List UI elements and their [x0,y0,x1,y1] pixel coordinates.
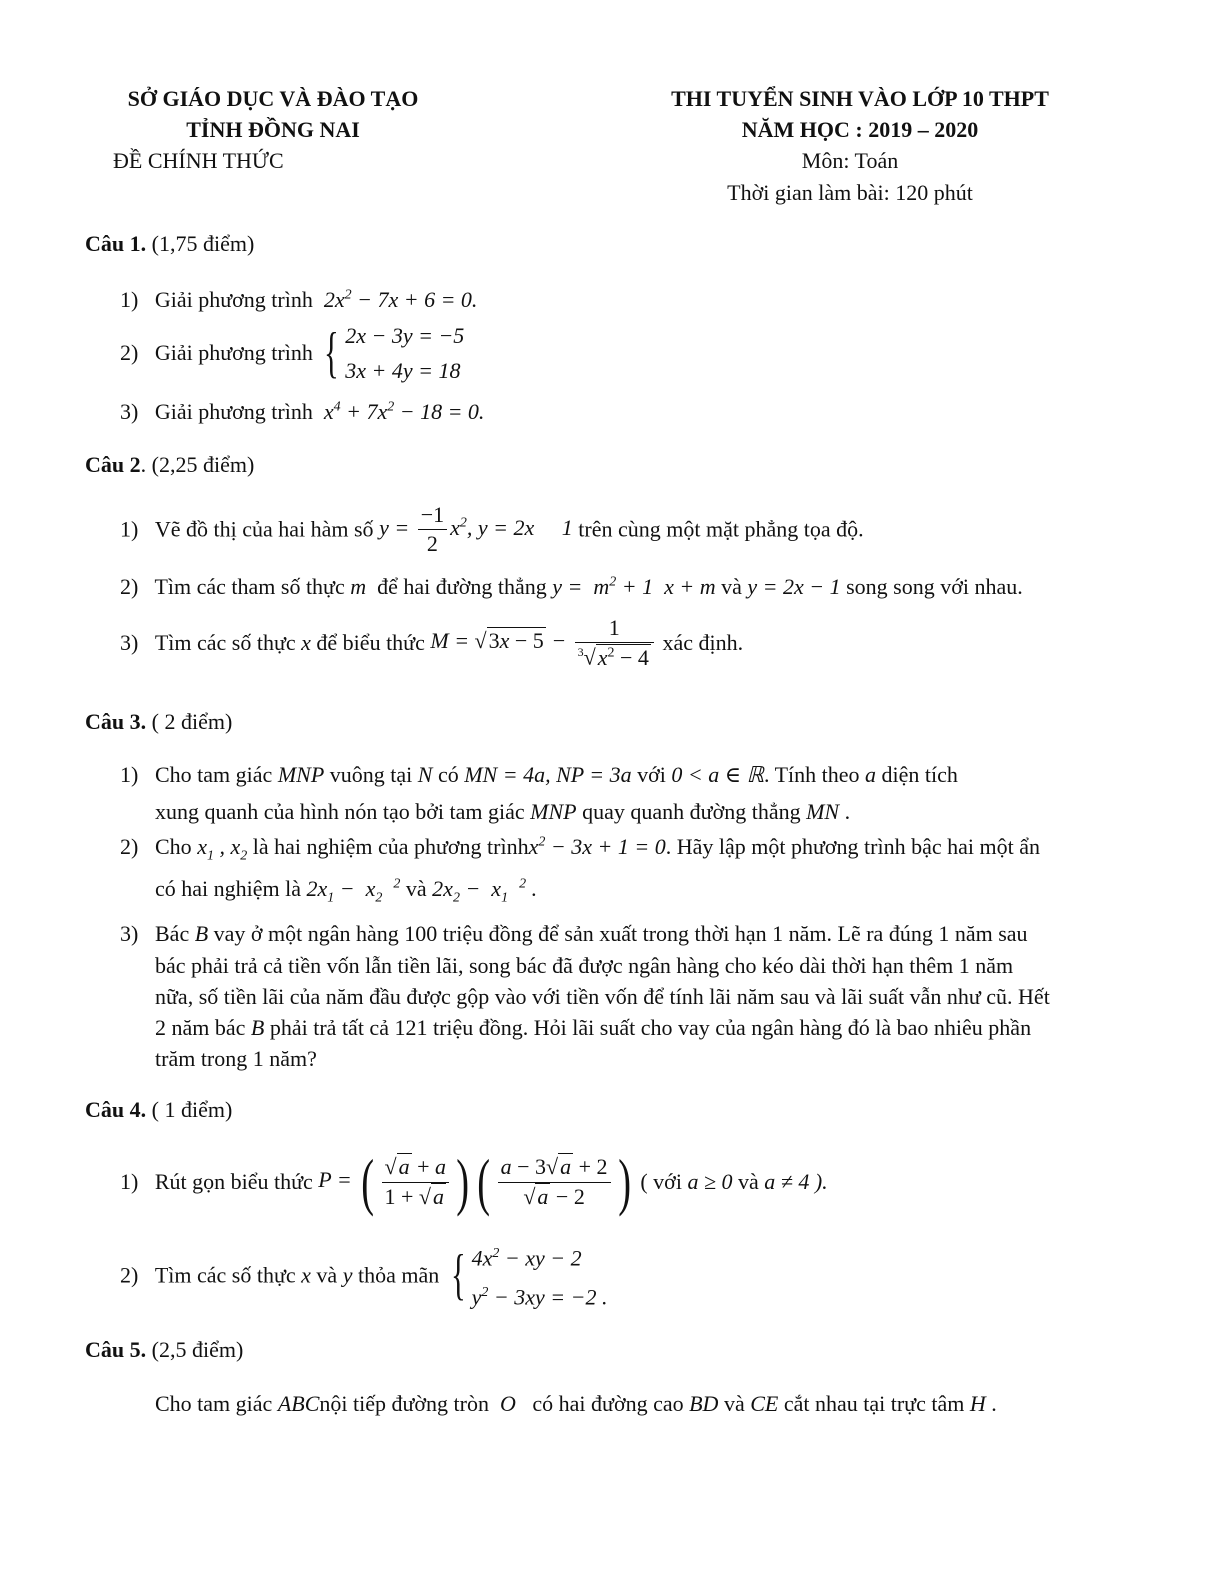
q4-item-2-tail: thỏa mãn [357,1262,440,1288]
header-school-year: NĂM HỌC : 2019 – 2020 [741,117,979,142]
q2-item-2-and: và [721,574,742,599]
q4-title: Câu 4. [85,1097,147,1122]
q1-title: Câu 1. [85,231,147,256]
q3-item-1-line-1: Cho tam giác MNP vuông tại N có MN = 4a, NP = 3a với 0 < a ∈ ℝ. Tính theo a diện tích [155,762,958,787]
q4-item-2: 2) Tìm các số thực x và y thỏa mãn { $4x^2$ − xy − 2 $y^2 - 3xy = -2$ . [120,1236,607,1315]
q3-item-2-line2-a: có hai nghiệm là [155,876,302,901]
q2-item-2-mid: để hai đường thẳng [377,574,547,599]
q3-item-2-line2-b: và [405,876,427,901]
q3-item-1-a: Cho tam giác [155,762,273,787]
q2-item-2-line-2: y = 2x − 1 [747,574,841,599]
q3-item-3-line-1: Bác B vay ở một ngân hàng 100 triệu đồng để sản xuất trong thời hạn 1 năm. Lẽ ra đúng 1 năm sau [155,921,1028,946]
q3-item-3-line-4: 2 năm bác B phải trả tất cả 121 triệu đồng. Hỏi lãi suất cho vay của ngân hàng đó là bao nhiêu phần [155,1015,1032,1040]
q5-text-b: nội tiếp đường tròn [319,1391,489,1416]
q3-item-1-line2-a: xung quanh của hình nón tạo bởi tam giác [155,799,525,824]
q1-item-3-equation: $x^4 + 7x^2 - 18 = 0$. [323,399,485,424]
q3-item-3-line-2: bác phải trả cả tiền vốn lẫn tiền lãi, song bác đã được ngân hàng cho kéo dài thời hạn thêm 1 năm [155,953,1014,978]
q3-item-2-b: là hai nghiệm của phương trình [252,834,529,859]
q2-item-2-tail: song song với nhau. [846,574,1023,599]
q1-item-3-text: Giải phương trình [154,399,313,424]
header-exam-title: THI TUYỂN SINH VÀO LỚP 10 THPT [671,86,1049,111]
header-duration: Thời gian làm bài: 120 phút [727,180,973,205]
q2-item-3-mid: để biểu thức [316,629,425,655]
q1-item-2 [120,318,464,388]
q2-item-1-tail: trên cùng một mặt phẳng tọa độ. [578,516,864,542]
q3-points: ( 2 điểm) [151,709,233,734]
q3-item-1-d: với [637,762,666,787]
q1-item-3 [120,399,484,425]
header-province: TỈNH ĐỒNG NAI [186,117,360,142]
q5-text-c: có hai đường cao [532,1391,684,1416]
q3-item-1-b: vuông tại [329,762,413,787]
q1-item-3-number: 3) [120,399,139,424]
q1-item-1-number: 1) [120,287,139,312]
q4-item-2-number: 2) [120,1262,139,1288]
q5-text-e: cắt nhau tại trực tâm [783,1391,965,1416]
q3-item-2-c: . Hãy lập một phương trình bậc hai một ẩn [665,834,1040,859]
q2-item-3: 3) Tìm các số thực x để biểu thức M = √3x − 5 − $\frac{1}{^3√x^2 - 4}$ xác định. [120,615,744,670]
q2-heading [85,452,254,478]
q3-item-3-number: 3) [120,921,139,946]
q2-item-2-number: 2) [120,574,139,599]
q5-heading [85,1337,243,1363]
q4-item-1-text: Rút gọn biểu thức [154,1169,313,1194]
q3-item-2-a: Cho [155,834,192,859]
q4-item-2-and: và [316,1262,338,1288]
q4-item-2-text: Tìm các số thực [154,1262,296,1288]
q4-item-1-condition-b: và [738,1169,759,1194]
q1-item-1-text: Giải phương trình [154,287,313,312]
header-subject: Môn: Toán [801,148,899,173]
q3-item-1-c: có [437,762,459,787]
q3-item-3-b: vay ở một ngân hàng 100 triệu đồng để sản xuất trong thời hạn 1 năm. Lẽ ra đúng 1 năm sau [213,921,1028,946]
q4-item-1: 1) Rút gọn biểu thức P = ( $\frac{√a + a}{1 + √a}$ ) ( $\frac{a - 3√a + 2}{√a - 2}$ ) ( với a ≥ 0 và a ≠ 4 ). [120,1146,828,1217]
q4-points: ( 1 điểm) [151,1097,233,1122]
q2-item-1 [120,503,864,556]
q4-system-brace: { [450,1244,466,1307]
q2-points: . (2,25 điểm) [140,452,255,477]
q3-item-3-l4-a: 2 năm bác [155,1015,246,1040]
q4-item-1-number: 1) [120,1169,139,1194]
q3-item-1-f: diện tích [881,762,958,787]
q3-item-3-line-5: trăm trong 1 năm? [155,1046,317,1071]
q4-heading [85,1097,232,1123]
q3-item-3-line-3: nữa, số tiền lãi của năm đầu được gộp vào với tiền vốn để tính lãi năm sau và lãi suất vẫn như cũ. Hết [155,984,1050,1009]
q5-points: (2,5 điểm) [151,1337,244,1362]
q1-heading [85,231,254,257]
q3-item-3-l4-b: phải trả tất cả 121 triệu đồng. Hỏi lãi suất cho vay của ngân hàng đó là bao nhiêu phần [269,1015,1032,1040]
q5-text-a: Cho tam giác [155,1391,273,1416]
q2-item-3-tail: xác định. [662,629,744,655]
q2-title: Câu 2 [85,452,141,477]
header-official: ĐỀ CHÍNH THỨC [113,148,284,173]
q1-system: 2x − 3y = −5 3x + 4y = 18 [345,323,465,383]
q2-item-2-line-1: $y = m^2 + 1$ x + m [552,574,716,599]
q4-item-1-expression: P = ( $\frac{√a + a}{1 + √a}$ ) ( $\frac{a - 3√a + 2}{√a - 2}$ ) [318,1146,631,1217]
q2-item-3-text: Tìm các số thực [154,629,296,655]
q3-heading [85,709,232,735]
q2-item-3-expression: M = √3x − 5 − $\frac{1}{^3√x^2 - 4}$ [430,628,662,653]
q5-title: Câu 5. [85,1337,147,1362]
q1-item-1 [120,287,477,313]
q2-item-1-functions: y = $\frac{-1}{2}$ $x^2$, y = 2x 1 [379,502,579,557]
q1-points: (1,75 điểm) [151,231,255,256]
q3-item-1-line-2: xung quanh của hình nón tạo bởi tam giác MNP quay quanh đường thẳng MN . [155,799,851,824]
q1-system-brace: { [324,322,340,384]
q3-item-2-line-2: có hai nghiệm là $2x_1 - x_2$ $^2$ và $2x_2 - x_1$ $^2$ . [155,876,538,906]
q2-item-1-text: Vẽ đồ thị của hai hàm số [154,516,374,542]
q3-item-2-line-1: Cho $x_1$ , $x_2$ là hai nghiệm của phương trìnhx$^2$ − 3x + 1 = 0. Hãy lập một phương trình bậc hai một ẩn [155,834,1040,864]
header-department: SỞ GIÁO DỤC VÀ ĐÀO TẠO [127,86,419,111]
q4-item-1-condition-a: ( với [640,1169,682,1194]
q4-system: $4x^2$ − xy − 2 $y^2 - 3xy = -2$ . [471,1245,608,1310]
q3-item-1-e: . Tính theo [763,762,860,787]
q3-item-1-number: 1) [120,762,139,787]
q3-title: Câu 3. [85,709,147,734]
q2-item-2-text: Tìm các tham số thực [154,574,345,599]
q2-item-2: 2) Tìm các tham số thực m để hai đường thẳng $y = m^2 + 1$ x + m và y = 2x − 1 song song với nhau. [120,574,1023,599]
q5-text-d: và [723,1391,745,1416]
q3-item-2-number: 2) [120,834,139,859]
q3-item-1-line2-b: quay quanh đường thẳng [582,799,801,824]
q2-item-1-number: 1) [120,516,139,542]
q1-item-1-equation: $2x^2 - 7x + 6 = 0$. [323,287,478,312]
q2-item-3-number: 3) [120,629,139,655]
q5-text: Cho tam giác ABCnội tiếp đường tròn O có hai đường cao BD và CE cắt nhau tại trực tâm H . [155,1391,997,1416]
q1-item-2-number: 2) [120,340,139,365]
q3-item-3-a: Bác [155,921,190,946]
q1-item-2-text: Giải phương trình [154,340,313,365]
